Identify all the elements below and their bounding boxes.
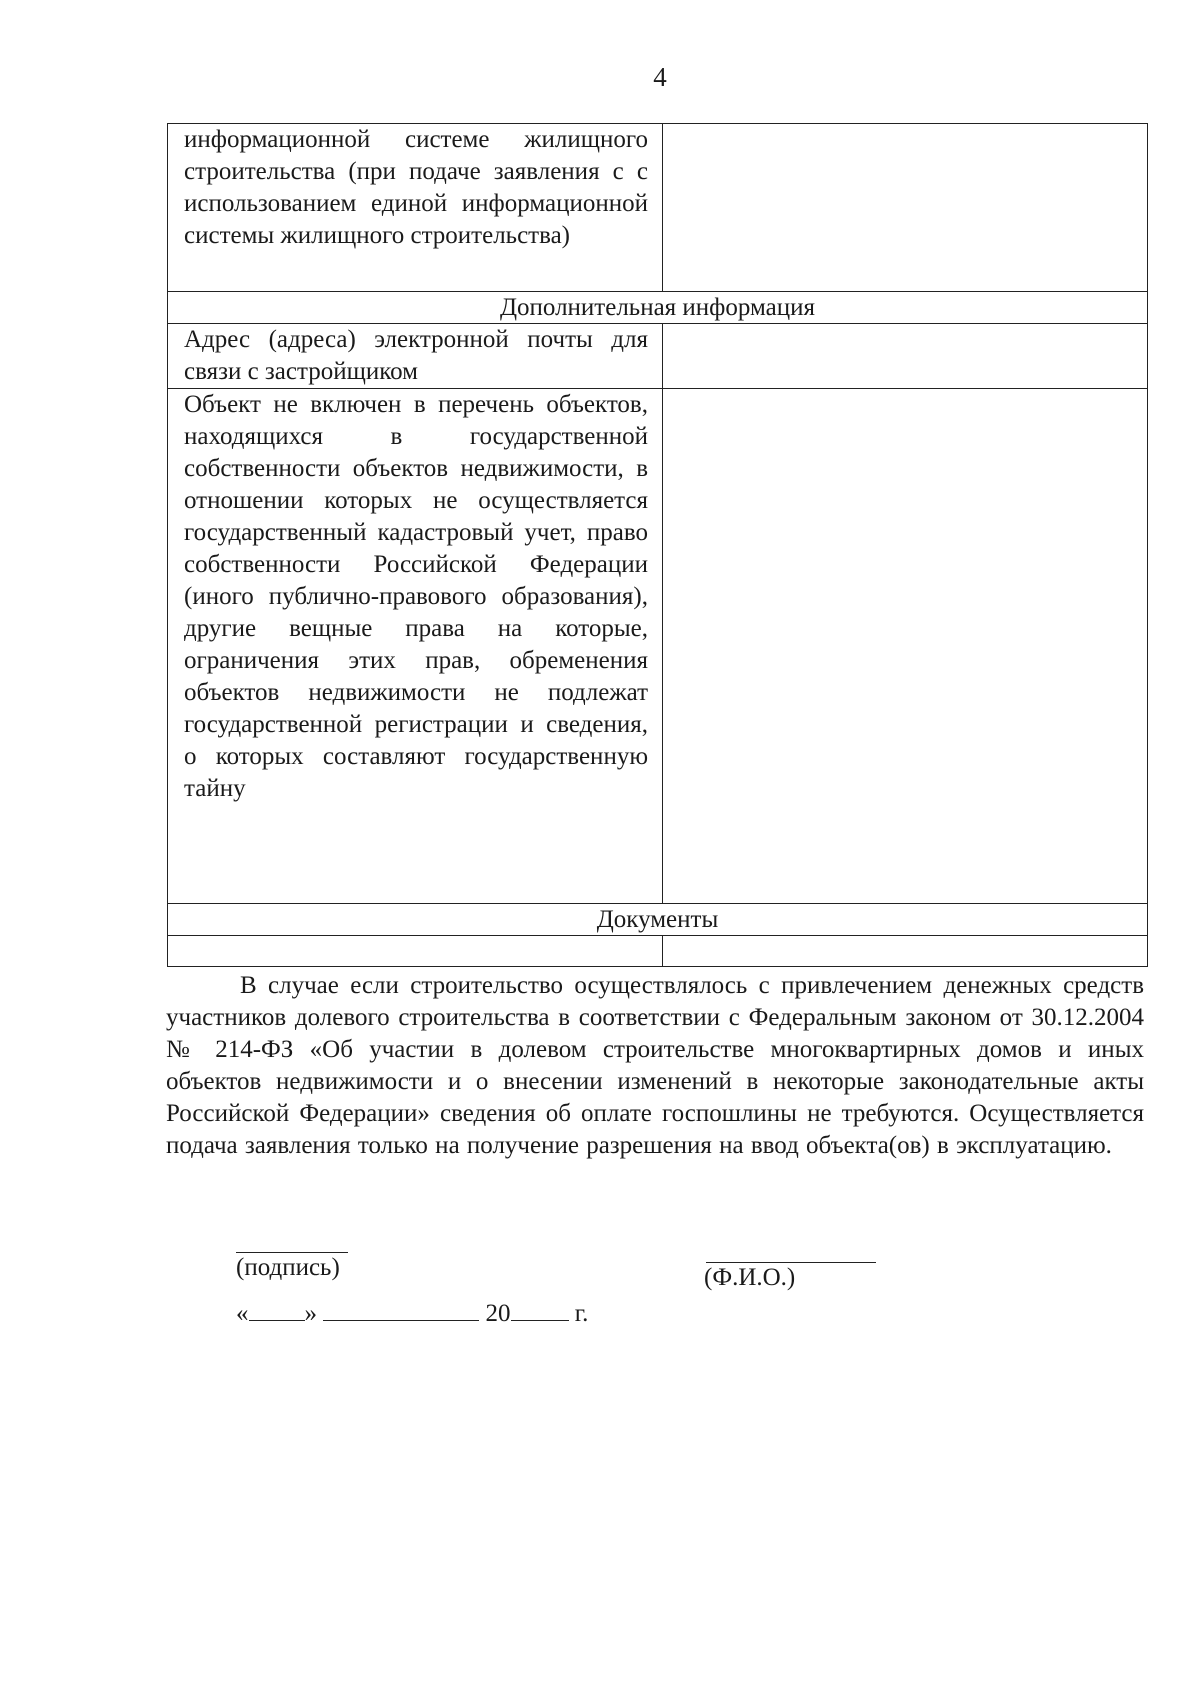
section-header-row <box>168 904 1148 936</box>
documents-cell-right[interactable] <box>663 936 1148 967</box>
section-header-row <box>168 292 1148 324</box>
table-row <box>168 324 1148 389</box>
signature-line[interactable] <box>236 1252 348 1253</box>
date-open-quote: « <box>236 1300 249 1327</box>
table-row <box>168 389 1148 904</box>
application-table <box>167 123 1148 967</box>
section-header-additional-info: Дополнительная информация <box>168 292 1148 324</box>
section-header-documents: Документы <box>168 904 1148 936</box>
date-close-quote: » <box>304 1300 317 1327</box>
name-line[interactable] <box>706 1262 876 1263</box>
table-cell-value[interactable] <box>663 124 1148 292</box>
name-label: (Ф.И.О.) <box>704 1264 796 1291</box>
shared-construction-note: В случае если строительство осуществлялось с привлечением денежных средств участников долевого строительства в соответствии с Федеральным законом от 30.12.2004 № 214-ФЗ «Об участии в долевом строительстве многоквартирных домов и иных объектов недвижимости и о внесении изменений в некоторые законодательные акты Российской Федерации» сведения об оплате госпошлины не требуются. Осуществляется подача заявления только на получение разрешения на ввод объекта(ов) в эксплуатацию. <box>166 972 1144 1159</box>
date-line <box>236 1298 588 1328</box>
day-blank[interactable] <box>249 1298 305 1321</box>
signature-label: (подпись) <box>236 1254 340 1281</box>
year-prefix: 20 <box>485 1300 511 1327</box>
month-blank[interactable] <box>323 1298 479 1321</box>
table-cell-label <box>168 324 663 389</box>
year-blank[interactable] <box>511 1298 569 1321</box>
table-cell-label <box>168 389 663 904</box>
object-statement-value-cell[interactable] <box>663 389 1148 904</box>
page-number: 4 <box>653 62 667 92</box>
table-cell-label <box>168 124 663 292</box>
object-statement-label: Объект не включен в перечень объектов, находящихся в государственной собственности объектов недвижимости, в отношении которых не осуществляется государственный кадастровый учет, право собственности Российской Федерации (иного публично-правового образования), другие вещные права на которые, ограничения этих прав, обременения объектов недвижимости не подлежат государственной регистрации и сведения, о которых составляют государственную тайну <box>184 391 648 802</box>
table-row <box>168 936 1148 967</box>
email-label: Адрес (адреса) электронной почты для связи с застройщиком <box>184 326 648 385</box>
email-value-cell[interactable] <box>663 324 1148 389</box>
documents-cell-left[interactable] <box>168 936 663 967</box>
year-suffix: г. <box>574 1300 589 1327</box>
table-row <box>168 124 1148 292</box>
continuation-label: информационной системе жилищного строительства (при подаче заявления с с использованием единой информационной системы жилищного строительства) <box>184 126 648 249</box>
